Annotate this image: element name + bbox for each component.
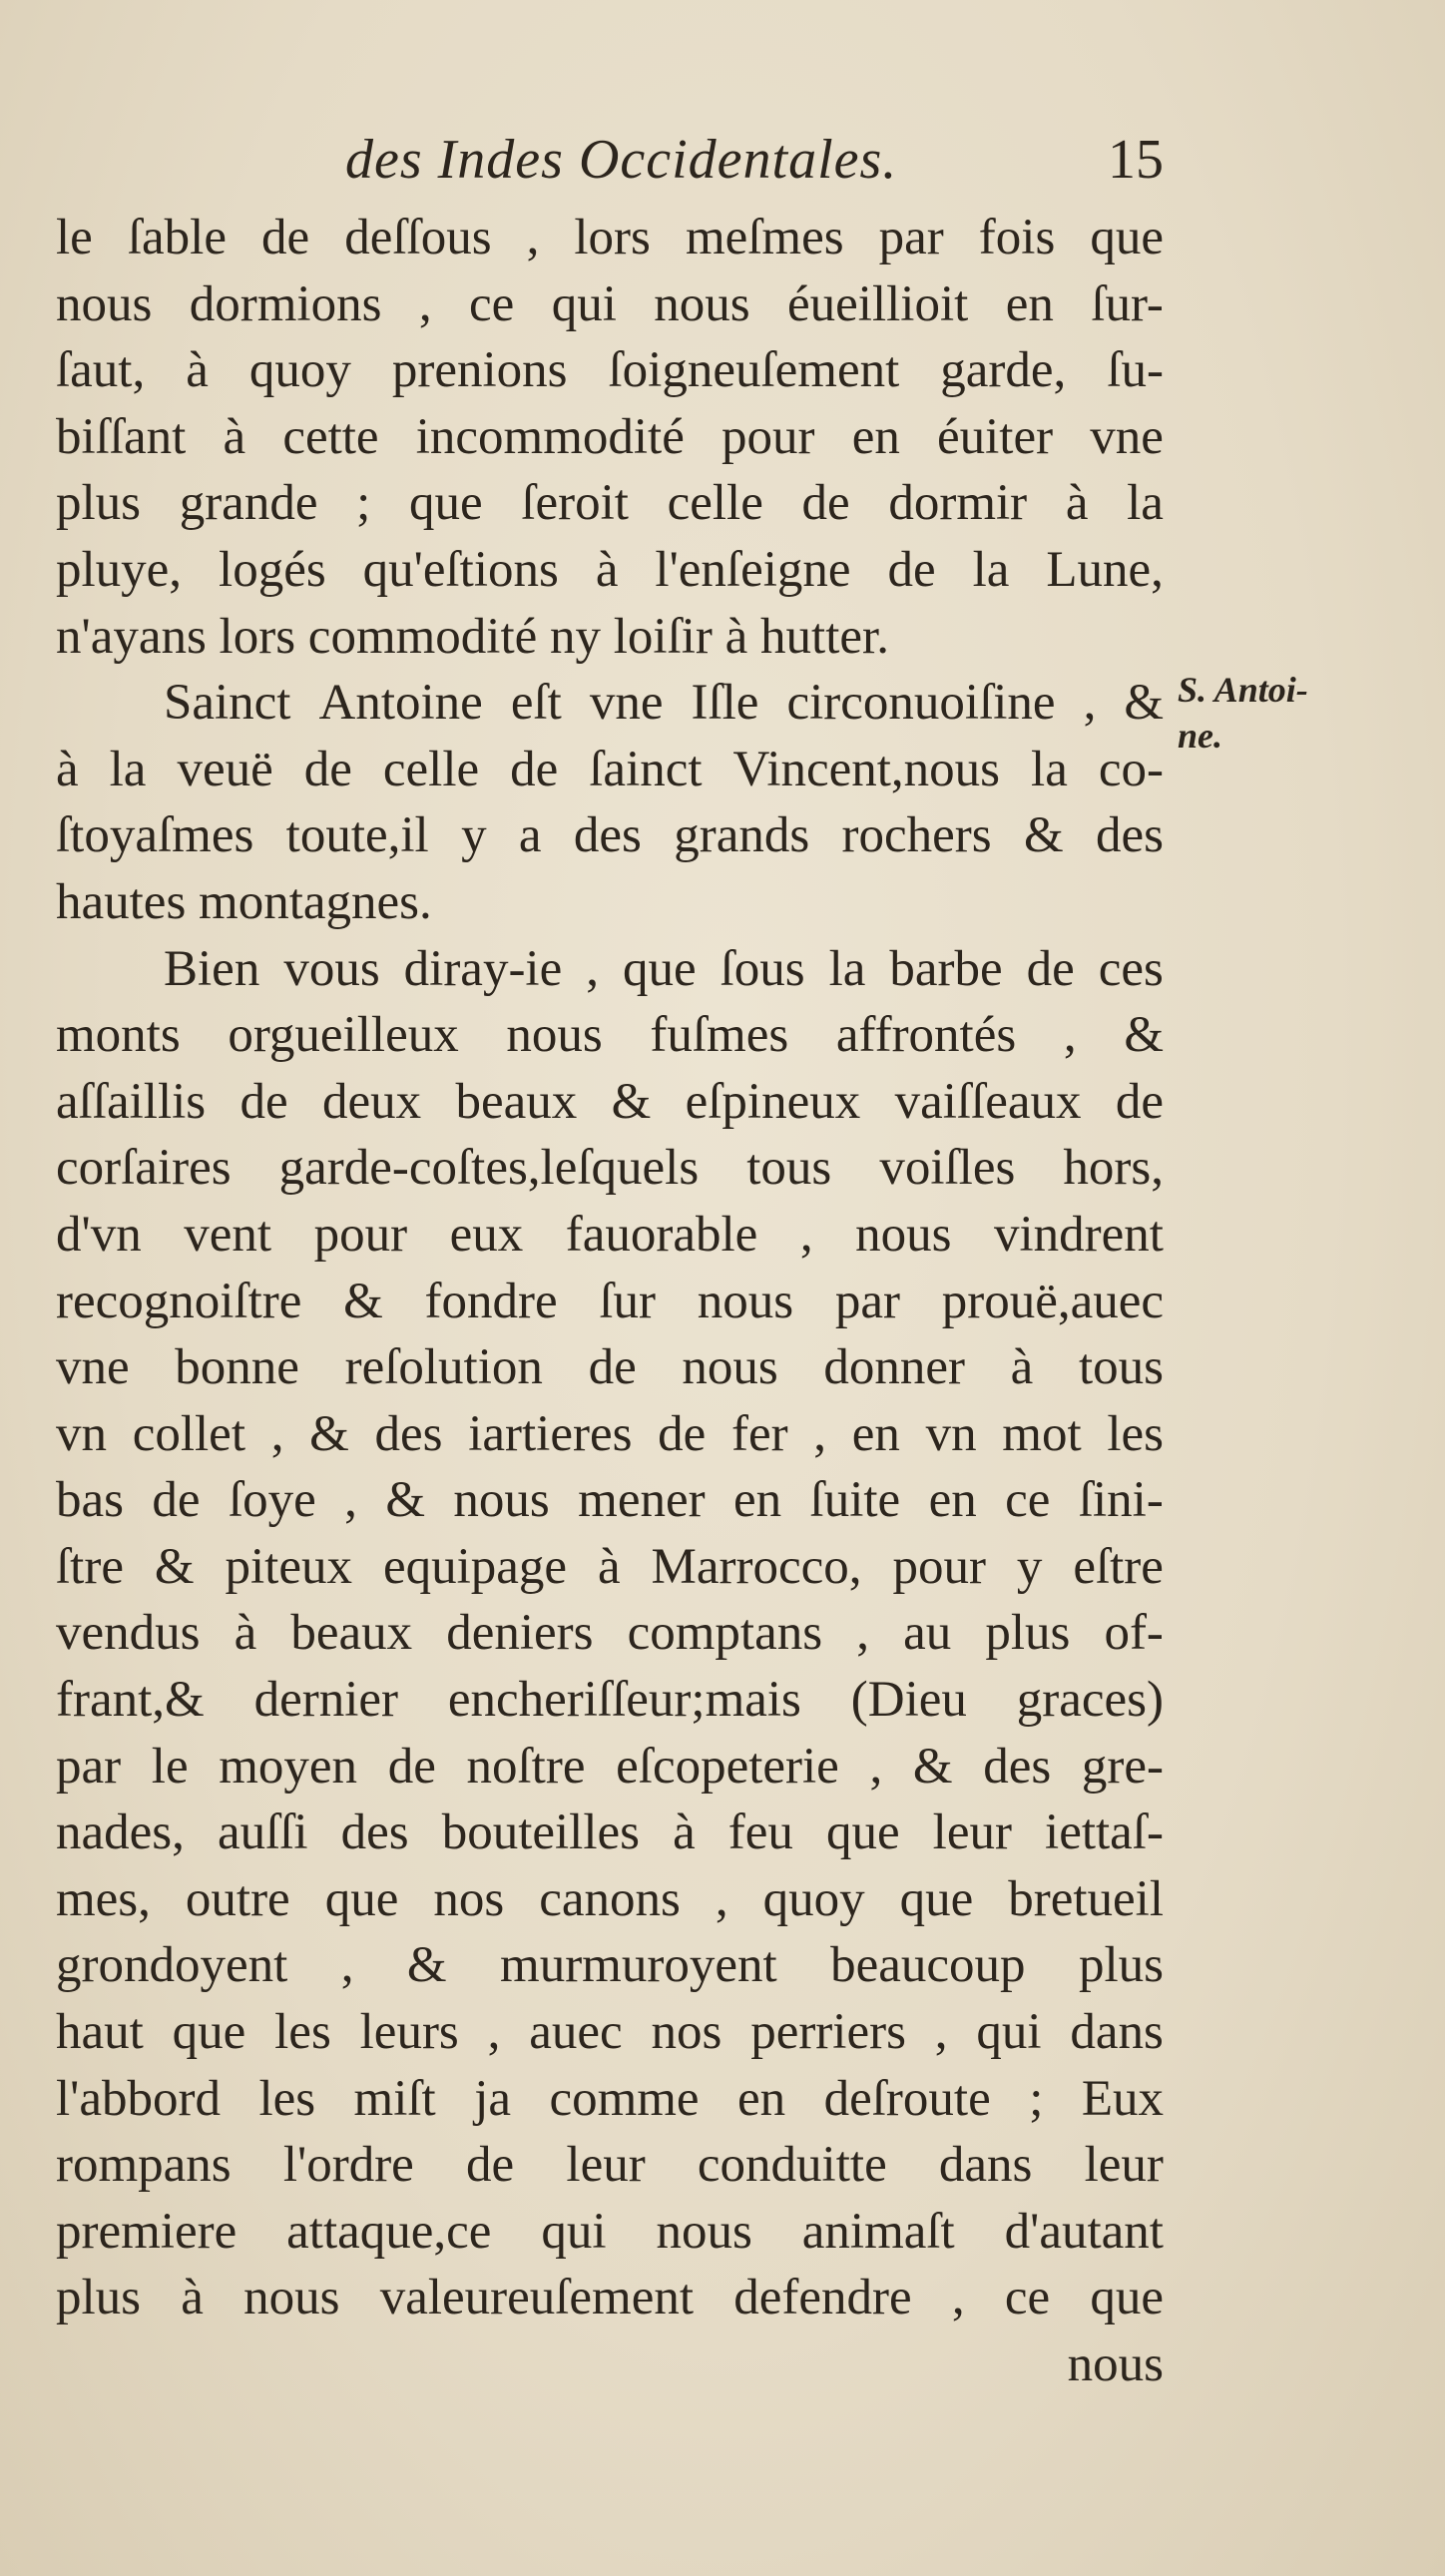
text-line: pluye, logés qu'eſtions à l'enſeigne de la Lune, xyxy=(56,541,1164,598)
text-line: plus grande ; que ſeroit celle de dormir à la xyxy=(56,475,1164,532)
margin-note-line: ne. xyxy=(1178,716,1222,756)
text-line: hautes montagnes. xyxy=(56,873,432,930)
running-head-title: des Indes Occidentales. xyxy=(345,129,898,191)
text-line: vne bonne reſolution de nous donner à tous xyxy=(56,1339,1164,1396)
text-line: vn collet , & des iartieres de fer , en vn mot les xyxy=(56,1405,1164,1462)
text-line: biſſant à cette incommodité pour en éuiter vne xyxy=(56,408,1164,465)
text-line: ſtre & piteux equipage à Marrocco, pour y eſtre xyxy=(56,1538,1164,1595)
text-line: nades, auſſi des bouteilles à feu que leur iettaſ- xyxy=(56,1804,1164,1861)
text-line: ſaut, à quoy prenions ſoigneuſement garde, ſu- xyxy=(56,342,1164,399)
text-line: corſaires garde-coſtes,leſquels tous voiſles hors, xyxy=(56,1140,1164,1197)
text-line: haut que les leurs , auec nos perriers , qui dans xyxy=(56,2004,1164,2061)
text-line: le ſable de deſſous , lors meſmes par fois que xyxy=(56,210,1164,265)
text-line: vendus à beaux deniers comptans , au plus of- xyxy=(56,1605,1164,1662)
margin-note xyxy=(1178,667,1308,759)
text-line: ſtoyaſmes toute,il y a des grands rochers & des xyxy=(56,807,1164,864)
text-line: n'ayans lors commodité ny loiſir à hutter. xyxy=(56,608,889,665)
text-line: rompans l'ordre de leur conduitte dans leur xyxy=(56,2137,1164,2194)
text-line: recognoiſtre & fondre ſur nous par prouë,auec xyxy=(56,1273,1164,1329)
text-line: mes, outre que nos canons , quoy que bretueil xyxy=(56,1870,1164,1927)
text-line: nous dormions , ce qui nous éueillioit en ſur- xyxy=(56,275,1164,332)
catchword: nous xyxy=(1067,2336,1164,2392)
text-line: premiere attaque,ce qui nous animaſt d'autant xyxy=(56,2203,1164,2260)
text-line: bas de ſoye , & nous mener en ſuite en ce ſini- xyxy=(56,1472,1164,1529)
text-line: d'vn vent pour eux fauorable , nous vindrent xyxy=(56,1206,1164,1263)
margin-note-line: S. Antoi- xyxy=(1178,670,1308,710)
text-line: Sainct Antoine eſt vne Iſle circonuoiſine , & xyxy=(164,675,1164,732)
text-line: plus à nous valeureuſement defendre , ce que xyxy=(56,2270,1164,2326)
text-line: l'abbord les miſt ja comme en deſroute ; Eux xyxy=(56,2070,1164,2127)
text-line: par le moyen de noſtre eſcopeterie , & des gre- xyxy=(56,1738,1164,1795)
text-line: aſſaillis de deux beaux & eſpineux vaiſſeaux de xyxy=(56,1073,1164,1130)
body-text xyxy=(56,205,1164,2398)
text-line: monts orgueilleux nous fuſmes affrontés , & xyxy=(56,1007,1164,1064)
page-number: 15 xyxy=(1108,129,1164,191)
text-line: frant,& dernier encheriſſeur;mais (Dieu graces) xyxy=(56,1672,1164,1729)
text-line: grondoyent , & murmuroyent beaucoup plus xyxy=(56,1937,1164,1994)
text-line: Bien vous diray-ie , que ſous la barbe de ces xyxy=(164,940,1164,997)
running-head xyxy=(56,128,1164,198)
text-line: à la veuë de celle de ſainct Vincent,nous la co- xyxy=(56,741,1164,797)
